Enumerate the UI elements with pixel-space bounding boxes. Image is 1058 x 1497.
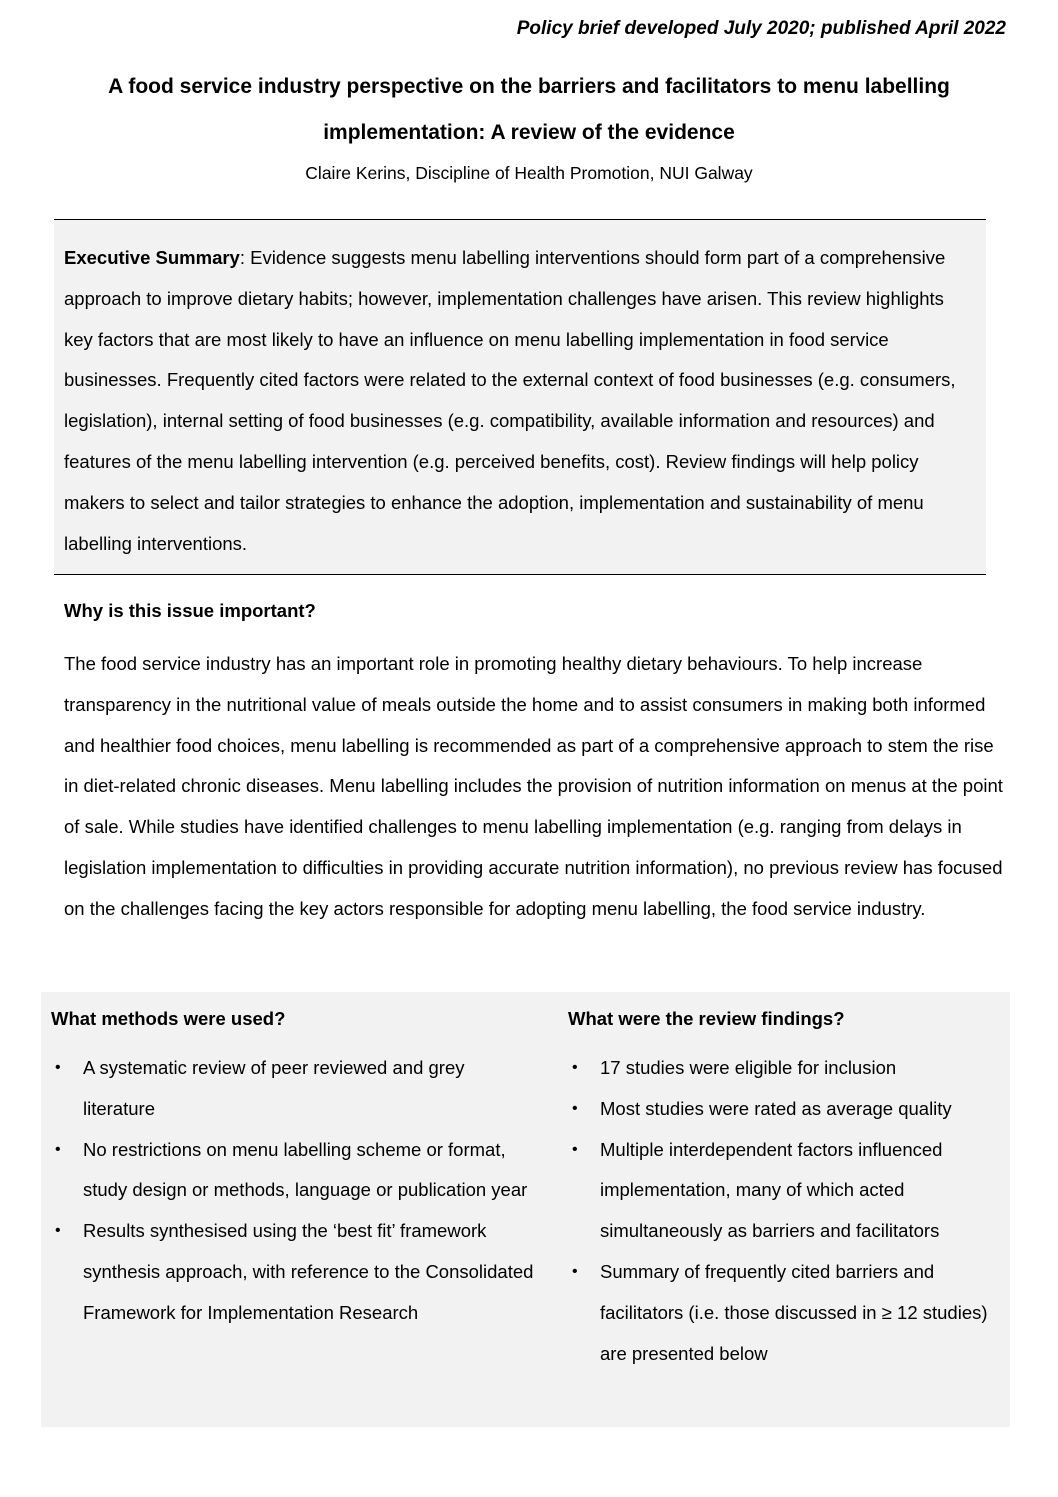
list-item bbox=[568, 1252, 1004, 1374]
bullet-icon: • bbox=[572, 1262, 578, 1280]
bullet-icon: • bbox=[55, 1222, 61, 1240]
list-item bbox=[51, 1048, 541, 1130]
methods-findings-box bbox=[41, 992, 1010, 1427]
methods-column bbox=[51, 1004, 541, 1334]
list-item bbox=[51, 1130, 541, 1212]
importance-heading: Why is this issue important? bbox=[64, 600, 316, 621]
list-item bbox=[568, 1130, 1004, 1252]
bullet-icon: • bbox=[55, 1059, 61, 1076]
list-item-text: Multiple interdependent factors influenced implementation, many of which acted simultaneously as barriers and facilitators bbox=[600, 1138, 943, 1242]
findings-list bbox=[568, 1048, 1004, 1374]
bullet-icon: • bbox=[572, 1140, 578, 1158]
list-item-text: Results synthesised using the ‘best fit’ framework synthesis approach, with reference to the Consolidated Framework for Implementation Research bbox=[83, 1220, 534, 1323]
author-line: Claire Kerins, Discipline of Health Promotion, NUI Galway bbox=[305, 163, 753, 183]
list-item-text: A systematic review of peer reviewed and grey literature bbox=[83, 1057, 465, 1119]
dateline: Policy brief developed July 2020; published April 2022 bbox=[516, 18, 1006, 39]
methods-list bbox=[51, 1048, 541, 1334]
importance-paragraph: The food service industry has an important role in promoting healthy dietary behaviours. To help increase transparency in the nutritional value of meals outside the home and to assist consumers in making both informed and healthier food choices, menu labelling is recommended as part of a comprehensive approach to stem the rise in diet-related chronic diseases. Menu labelling includes the provision of nutrition information on menus at the point of sale. While studies have identified challenges to menu labelling implementation (e.g. ranging from delays in legislation implementation to difficulties in providing accurate nutrition information), no previous review has focused on the challenges facing the key actors responsible for adopting menu labelling, the food service industry. bbox=[64, 653, 1003, 919]
list-item-text: 17 studies were eligible for inclusion bbox=[600, 1057, 897, 1078]
methods-heading: What methods were used? bbox=[51, 1008, 286, 1029]
list-item bbox=[568, 1048, 1004, 1089]
bullet-icon: • bbox=[55, 1140, 61, 1158]
bullet-icon: • bbox=[572, 1059, 578, 1076]
executive-summary-box bbox=[54, 219, 986, 575]
executive-summary-label: Executive Summary bbox=[64, 247, 240, 268]
findings-heading: What were the review findings? bbox=[568, 1008, 845, 1029]
list-item bbox=[568, 1089, 1004, 1130]
list-item-text: No restrictions on menu labelling scheme or format, study design or methods, language or publication year bbox=[83, 1138, 528, 1201]
list-item-text: Summary of frequently cited barriers and facilitators (i.e. those discussed in ≥ 12 studies) are presented below bbox=[600, 1260, 988, 1364]
executive-summary-text bbox=[64, 238, 964, 564]
document-title: A food service industry perspective on the barriers and facilitators to menu labelling implementation: A review of the evidence bbox=[108, 75, 950, 144]
executive-summary-body: : Evidence suggests menu labelling interventions should form part of a comprehensive approach to improve dietary habits; however, implementation challenges have arisen. This review highlights key factors that are most likely to have an influence on menu labelling implementation in food service businesses. Frequently cited factors were related to the external context of food businesses (e.g. consumers, legislation), internal setting of food businesses (e.g. compatibility, available information and resources) and features of the menu labelling intervention (e.g. perceived benefits, cost). Review findings will help policy makers to select and tailor strategies to enhance the adoption, implementation and sustainability of menu labelling interventions. bbox=[64, 247, 956, 554]
list-item-text: Most studies were rated as average quality bbox=[600, 1097, 952, 1119]
findings-column bbox=[568, 1004, 1004, 1374]
bullet-icon: • bbox=[572, 1099, 578, 1117]
list-item bbox=[51, 1211, 541, 1333]
